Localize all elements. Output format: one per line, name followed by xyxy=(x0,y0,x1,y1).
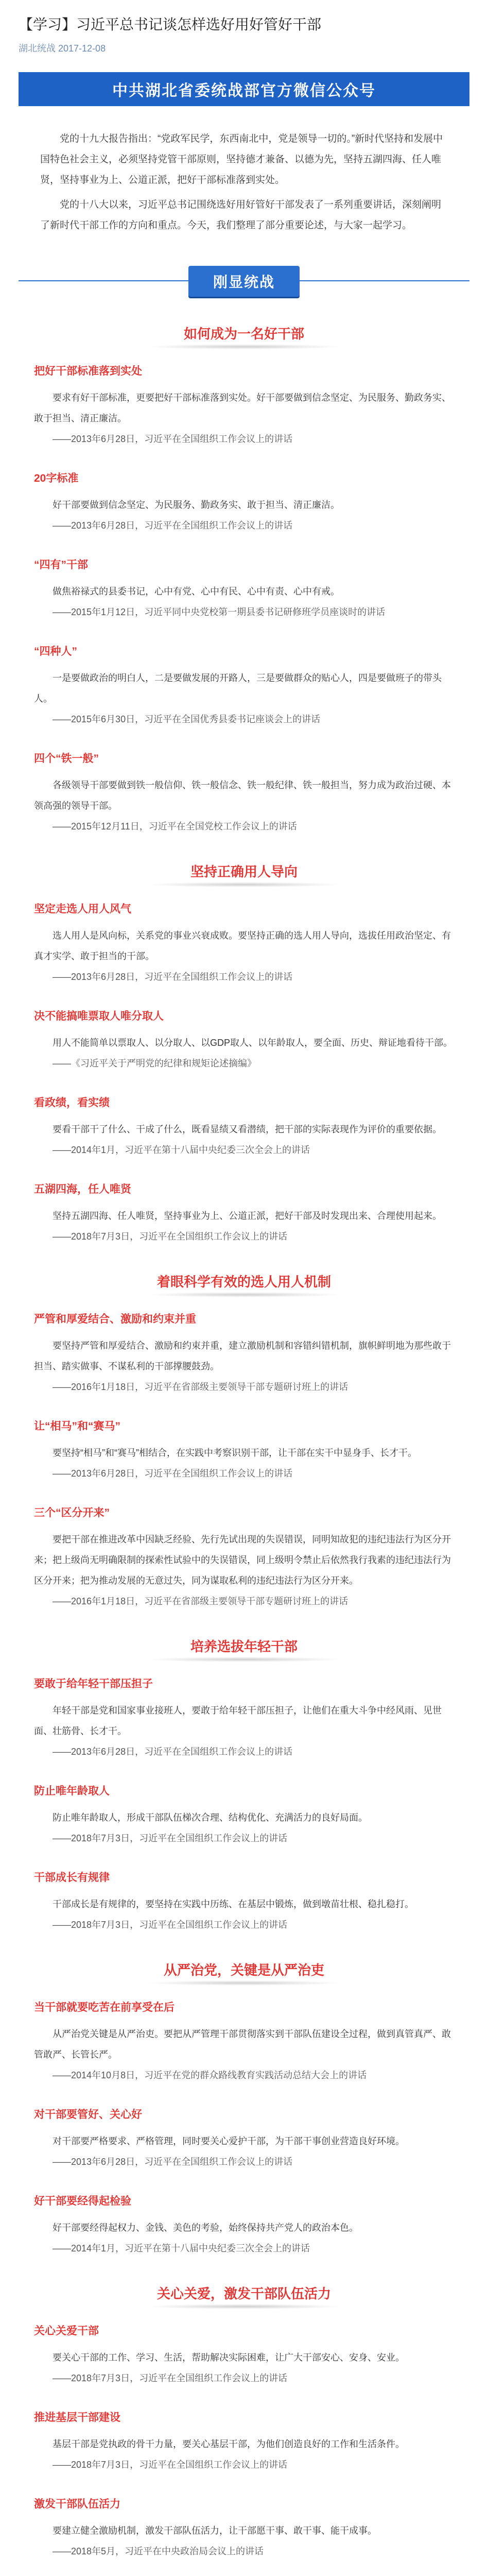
item-source: ——2018年5月，习近平在中央政治局会议上的讲话 xyxy=(53,2546,264,2556)
item-paragraph: 要看干部干了什么、干成了什么，既看显绩又看潜绩，把干部的实际表现作为评价的重要依据。 xyxy=(53,1124,442,1134)
section-heading-text: 坚持正确用人导向 xyxy=(190,864,298,879)
item-subtitle: 坚定走选人用人风气 xyxy=(34,903,131,915)
quote-item xyxy=(34,1869,454,1935)
item-source: ——2013年6月28日，习近平在全国组织工作会议上的讲话 xyxy=(53,1747,293,1757)
item-paragraph: 好干部要做到信念坚定、为民服务、勤政务实、敢于担当、清正廉洁。 xyxy=(53,500,340,510)
item-source: ——2014年1月，习近平在第十八届中央纪委三次全会上的讲话 xyxy=(53,2243,310,2253)
item-source: ——2014年10月8日，习近平在党的群众路线教育实践活动总结大会上的讲话 xyxy=(53,2070,367,2080)
item-source: ——2015年6月30日，习近平在全国优秀县委书记座谈会上的讲话 xyxy=(53,714,321,724)
item-paragraph: 干部成长是有规律的，要坚持在实践中历练、在基层中锻炼，做到墩苗壮根、稳扎稳打。 xyxy=(53,1899,414,1909)
item-paragraph: 年轻干部是党和国家事业接班人，要敢于给年轻干部压担子，让他们在重大斗争中经风雨、见世面、壮筋骨、长才干。 xyxy=(34,1705,442,1736)
item-paragraph: 好干部要经得起权力、金钱、美色的考验，始终保持共产党人的政治本色。 xyxy=(53,2223,358,2233)
section-heading xyxy=(34,2283,454,2304)
item-source: ——2013年6月28日，习近平在全国组织工作会议上的讲话 xyxy=(53,520,293,531)
heading-shadow xyxy=(146,882,342,887)
quote-item xyxy=(34,556,454,622)
part-ribbon xyxy=(19,263,469,299)
quote-item xyxy=(34,1094,454,1160)
section-heading-text: 着眼科学有效的选人用人机制 xyxy=(156,1274,331,1290)
sections-container xyxy=(34,324,454,2562)
intro xyxy=(40,129,448,236)
item-paragraph: 防止唯年龄取人，形成干部队伍梯次合理、结构优化、充满活力的良好局面。 xyxy=(53,1812,368,1823)
item-source: ——2013年6月28日，习近平在全国组织工作会议上的讲话 xyxy=(53,2157,293,2167)
page-title: 【学习】习近平总书记谈怎样选好用好管好干部 xyxy=(19,16,322,32)
item-paragraph: 各级领导干部要做到铁一般信仰、铁一般信念、铁一般纪律、铁一般担当，努力成为政治过硬、本领高强的领导干部。 xyxy=(34,780,451,811)
item-subtitle: 让“相马”和“赛马” xyxy=(34,1420,120,1432)
item-subtitle: 激发干部队伍活力 xyxy=(34,2498,120,2510)
section-heading-text: 如何成为一名好干部 xyxy=(183,326,304,342)
item-source: ——2018年7月3日，习近平在全国组织工作会议上的讲话 xyxy=(53,1833,288,1843)
quote-item xyxy=(34,2193,454,2259)
quote-item xyxy=(34,1311,454,1397)
quote-item xyxy=(34,1504,454,1612)
item-subtitle: 推进基层干部建设 xyxy=(34,2412,120,2424)
item-paragraph: 要把干部在推进改革中因缺乏经验、先行先试出现的失误错误，同明知故犯的违纪违法行为区分开来；把上级尚无明确限制的探索性试验中的失误错误，同上级明令禁止后依然我行我素的违纪违法行为区分开来；把为推动发展的无意过失，同为谋取私利的违纪违法行为区分开来。 xyxy=(34,1534,451,1586)
section-heading-text: 关心关爱，激发干部队伍活力 xyxy=(156,2286,331,2301)
account-banner: 中共湖北省委统战部官方微信公众号 xyxy=(19,72,469,106)
item-source: ——《习近平关于严明党的纪律和规矩论述摘编》 xyxy=(53,1058,256,1069)
section-heading xyxy=(34,324,454,344)
item-subtitle: 干部成长有规律 xyxy=(34,1872,110,1884)
quote-item xyxy=(34,1675,454,1762)
item-subtitle: 把好干部标准落到实处 xyxy=(34,365,142,377)
item-paragraph: 要坚持“相马”和“赛马”相结合，在实践中考察识别干部，让干部在实干中显身手、长才干。 xyxy=(53,1448,417,1458)
item-paragraph: 要建立健全激励机制，激发干部队伍活力，让干部愿干事、敢干事、能干成事。 xyxy=(53,2526,377,2536)
item-source: ——2014年1月，习近平在第十八届中央纪委三次全会上的讲话 xyxy=(53,1145,310,1155)
section-heading-text: 从严治党，关键是从严治吏 xyxy=(163,1962,324,1978)
quote-item xyxy=(34,2409,454,2475)
item-subtitle: 四个“铁一般” xyxy=(34,753,99,765)
item-paragraph: 要求有好干部标准，更要把好干部标准落到实处。好干部要做到信念坚定、为民服务、勤政务实、敢于担当、清正廉洁。 xyxy=(34,393,451,423)
item-subtitle: 严管和厚爱结合、激励和约束并重 xyxy=(34,1313,196,1325)
item-subtitle: 看政绩，看实绩 xyxy=(34,1097,110,1109)
quote-item xyxy=(34,1999,454,2086)
quote-item xyxy=(34,1008,454,1074)
item-paragraph: 坚持五湖四海、任人唯贤，坚持事业为上、公道正派，把好干部及时发现出来、合理使用起来。 xyxy=(53,1211,442,1221)
item-paragraph: 基层干部是党执政的骨干力量，要关心基层干部，为他们创造良好的工作和生活条件。 xyxy=(53,2439,405,2449)
item-source: ——2013年6月28日，习近平在全国组织工作会议上的讲话 xyxy=(53,1468,293,1479)
item-source: ——2013年6月28日，习近平在全国组织工作会议上的讲话 xyxy=(53,972,293,982)
item-source: ——2016年1月18日，习近平在省部级主要领导干部专题研讨班上的讲话 xyxy=(53,1382,348,1392)
item-subtitle: 三个“区分开来” xyxy=(34,1507,110,1519)
item-subtitle: “四有”干部 xyxy=(34,559,88,571)
item-paragraph: 一是要做政治的明白人，二是要做发展的开路人，三是要做群众的贴心人，四是要做班子的带头人。 xyxy=(34,673,442,704)
item-subtitle: 决不能搞唯票取人唯分取人 xyxy=(34,1010,164,1022)
intro-paragraph: 党的十八大以来，习近平总书记围绕选好用好管好干部发表了一系列重要讲话，深刻阐明了新时代干部工作的方向和重点。今天，我们整理了部分重要论述，与大家一起学习。 xyxy=(40,199,442,231)
quote-item xyxy=(34,2496,454,2562)
item-subtitle: 20字标准 xyxy=(34,472,79,484)
intro-paragraph: 党的十九大报告指出：“党政军民学，东西南北中，党是领导一切的。”新时代坚持和发展中国特色社会主义，必须坚持党管干部原则，坚持德才兼备、以德为先，坚持五湖四海、任人唯贤，坚持事业为上、公道正派，把好干部标准落到实处。 xyxy=(40,133,443,185)
item-paragraph: 选人用人是风向标，关系党的事业兴衰成败。要坚持正确的选人用人导向，选拔任用政治坚定、有真才实学、敢于担当的干部。 xyxy=(34,930,451,961)
quote-item xyxy=(34,2323,454,2388)
section-heading xyxy=(34,1960,454,1980)
quote-item xyxy=(34,1418,454,1484)
item-paragraph: 对干部要严格要求、严格管理，同时要关心爱护干部，为干部干事创业营造良好环境。 xyxy=(53,2136,405,2146)
item-subtitle: 五湖四海，任人唯贤 xyxy=(34,1183,131,1195)
item-paragraph: 从严治党关键是从严治吏。要把从严管理干部贯彻落实到干部队伍建设全过程，做到真管真严、敢管敢严、长管长严。 xyxy=(34,2029,451,2060)
item-source: ——2018年7月3日，习近平在全国组织工作会议上的讲话 xyxy=(53,2460,288,2470)
item-subtitle: 防止唯年龄取人 xyxy=(34,1785,110,1797)
item-paragraph: 要关心干部的工作、学习、生活，帮助解决实际困难，让广大干部安心、安身、安业。 xyxy=(53,2352,405,2363)
quote-item xyxy=(34,750,454,837)
item-subtitle: 关心关爱干部 xyxy=(34,2325,99,2337)
article-meta[interactable]: 湖北统战 2017-12-08 xyxy=(19,43,106,54)
section-heading-text: 培养选拔年轻干部 xyxy=(190,1639,298,1654)
quote-item xyxy=(34,2106,454,2172)
heading-shadow xyxy=(146,344,342,349)
heading-shadow xyxy=(146,2304,342,2309)
item-subtitle: 当干部就要吃苦在前享受在后 xyxy=(34,2002,175,2013)
quote-item xyxy=(34,643,454,730)
item-paragraph: 要坚持严管和厚爱结合、激励和约束并重，建立激励机制和容错纠错机制，旗帜鲜明地为那些敢于担当、踏实做事、不谋私利的干部撑腰鼓劲。 xyxy=(34,1341,451,1371)
quote-item xyxy=(34,1181,454,1247)
heading-shadow xyxy=(146,1292,342,1297)
heading-shadow xyxy=(146,1657,342,1662)
quote-item xyxy=(34,470,454,536)
section-heading xyxy=(34,861,454,882)
quote-item xyxy=(34,1783,454,1849)
quote-item xyxy=(34,363,454,449)
section-heading xyxy=(34,1636,454,1657)
item-subtitle: 要敢于给年轻干部压担子 xyxy=(34,1678,153,1690)
heading-shadow xyxy=(146,1980,342,1986)
item-source: ——2015年1月12日，习近平同中央党校第一期县委书记研修班学员座谈时的讲话 xyxy=(53,607,386,617)
item-paragraph: 用人不能简单以票取人、以分取人、以GDP取人、以年龄取人，要全面、历史、辩证地看待干部。 xyxy=(53,1038,453,1048)
item-subtitle: 好干部要经得起检验 xyxy=(34,2195,131,2207)
item-source: ——2018年7月3日，习近平在全国组织工作会议上的讲话 xyxy=(53,1920,288,1930)
item-source: ——2013年6月28日，习近平在全国组织工作会议上的讲话 xyxy=(53,434,293,444)
part-label: 刚显统战 xyxy=(188,266,300,297)
item-subtitle: 对干部要管好、关心好 xyxy=(34,2109,142,2121)
item-source: ——2015年12月11日，习近平在全国党校工作会议上的讲话 xyxy=(53,821,297,832)
item-source: ——2016年1月18日，习近平在省部级主要领导干部专题研讨班上的讲话 xyxy=(53,1596,348,1606)
item-source: ——2018年7月3日，习近平在全国组织工作会议上的讲话 xyxy=(53,1231,288,1242)
section-heading xyxy=(34,1272,454,1292)
item-paragraph: 做焦裕禄式的县委书记，心中有党、心中有民、心中有责、心中有戒。 xyxy=(53,586,340,597)
item-source: ——2018年7月3日，习近平在全国组织工作会议上的讲话 xyxy=(53,2373,288,2383)
quote-item xyxy=(34,901,454,987)
item-subtitle: “四种人” xyxy=(34,646,77,657)
